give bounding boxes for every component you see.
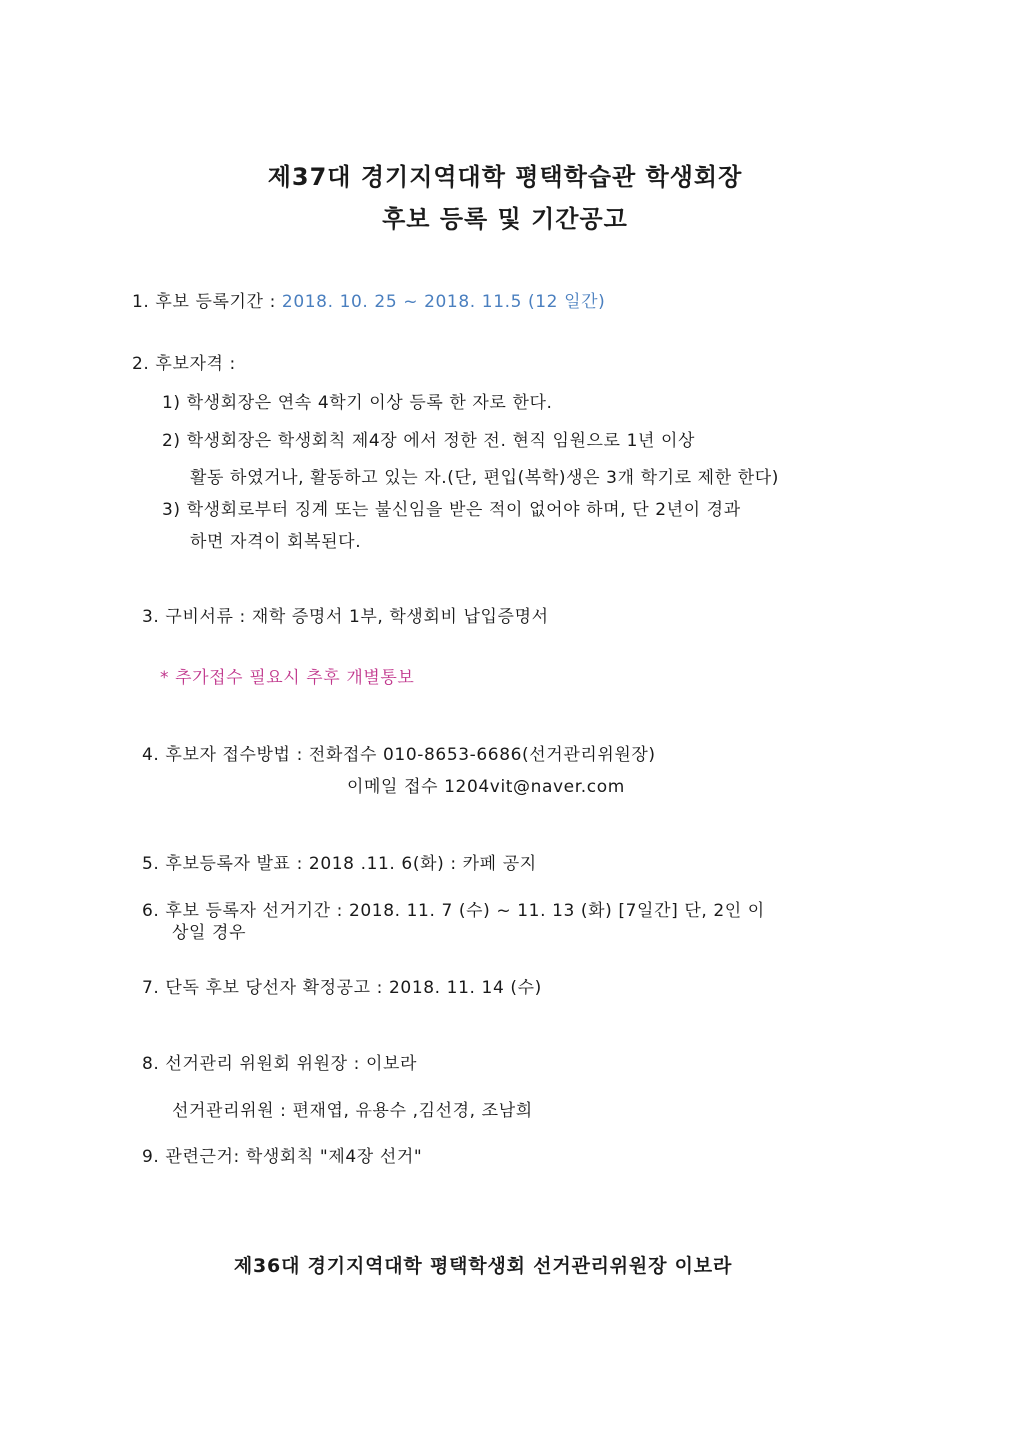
item-2-sub-3-line-1: 3) 학생회로부터 징계 또는 불신임을 받은 적이 없어야 하며, 단 2년이 경과 — [162, 500, 741, 520]
item-7: 7. 단독 후보 당선자 확정공고 : 2018. 11. 14 (수) — [142, 978, 542, 998]
item-6-line-1: 6. 후보 등록자 선거기간 : 2018. 11. 7 (수) ~ 11. 13 (화) [7일간] 단, 2인 이 — [142, 901, 765, 921]
item-2-sub-1: 1) 학생회장은 연속 4학기 이상 등록 한 자로 한다. — [162, 393, 553, 413]
item-8-line-1: 8. 선거관리 위원회 위원장 : 이보라 — [142, 1054, 418, 1074]
item-1 — [132, 287, 605, 312]
item-2-sub-3-line-2: 하면 자격이 회복된다. — [190, 532, 362, 552]
item-3: 3. 구비서류 : 재학 증명서 1부, 학생회비 납입증명서 — [142, 607, 549, 627]
item-8-line-2: 선거관리위원 : 편재엽, 유용수 ,김선경, 조남희 — [172, 1101, 533, 1121]
item-9: 9. 관련근거: 학생회칙 "제4장 선거" — [142, 1147, 423, 1167]
title-line-2: 후보 등록 및 기간공고 — [382, 205, 628, 233]
registration-period: 2018. 10. 25 ~ 2018. 11.5 (12 일간) — [281, 292, 606, 312]
title-line-1: 제37대 경기지역대학 평택학습관 학생회장 — [267, 163, 743, 191]
item-2-label: 2. 후보자격 : — [132, 354, 236, 374]
item-5: 5. 후보등록자 발표 : 2018 .11. 6(화) : 카페 공지 — [142, 854, 537, 874]
item-2-sub-2-line-2: 활동 하였거나, 활동하고 있는 자.(단, 편입(복학)생은 3개 학기로 제한 한다) — [190, 468, 780, 488]
item-3-note: * 추가접수 필요시 추후 개별통보 — [160, 668, 415, 688]
item-2-sub-2-line-1: 2) 학생회장은 학생회칙 제4장 에서 정한 전. 현직 임원으로 1년 이상 — [162, 431, 696, 451]
item-1-label: 1. 후보 등록기간 : — [132, 292, 282, 312]
item-6-line-2: 상일 경우 — [172, 923, 247, 943]
item-4-line-1: 4. 후보자 접수방법 : 전화접수 010-8653-6686(선거관리위원장) — [142, 745, 656, 765]
footer-signature: 제36대 경기지역대학 평택학생회 선거관리위원장 이보라 — [233, 1255, 733, 1277]
item-4-line-2: 이메일 접수 1204vit@naver.com — [347, 777, 625, 797]
